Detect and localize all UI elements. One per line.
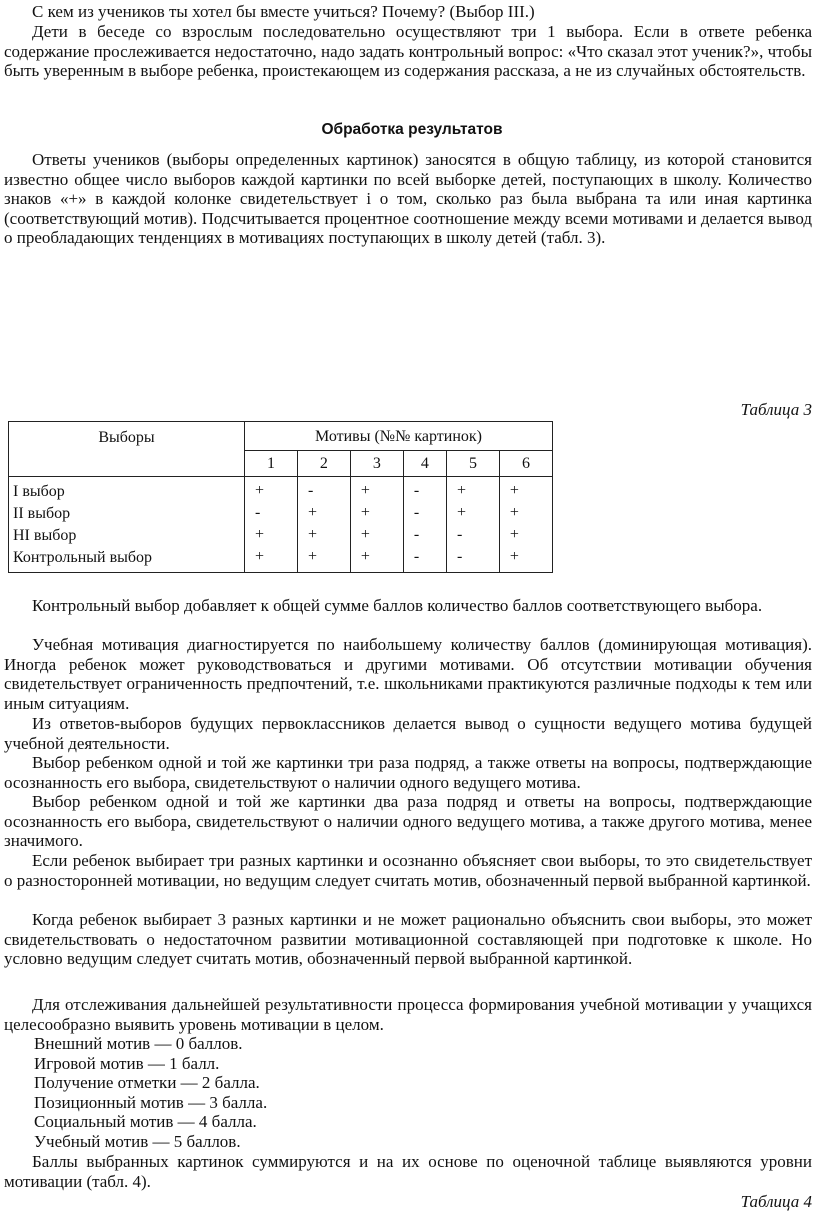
paragraph-dominant-motivation: Учебная мотивация диагностируется по наибольшему количеству баллов (доминирующая мотивация). Иногда ребенок может руководствоваться и другими мотивами. Об отсутствии мотивации обучения свидетельствует ограниченность предпочтений, т.е. школьниками практикуются различные подходы к тем или иным ситуациям. bbox=[4, 635, 812, 713]
picture-number: 4 bbox=[403, 451, 446, 477]
mark: - bbox=[456, 526, 463, 543]
mark: + bbox=[509, 482, 519, 499]
paragraph-no-explanation: Когда ребенок выбирает 3 разных картинки и не может рационально объяснить свои выборы, это может свидетельствовать о недостаточном развитии мотивационной составляющей при подготовке к школе. Но условно ведущим следует считать мотив, обозначенный первой выбранной картинкой. bbox=[4, 910, 812, 969]
closing-paragraph: Баллы выбранных картинок суммируются и на их основе по оценочной таблице выявляются уровни мотивации (табл. 4). bbox=[4, 1152, 812, 1191]
paragraph-three-different: Если ребенок выбирает три разных картинки и осознанно объясняет свои выборы, то это свидетельствует о разносторонней мотивации, но ведущим следует считать мотив, обозначенный первой выбранной картинкой. bbox=[4, 851, 812, 890]
mark: + bbox=[255, 548, 265, 565]
mark: + bbox=[509, 526, 519, 543]
picture-number: 2 bbox=[297, 451, 350, 477]
col-motives-header: Мотивы (№№ картинок) bbox=[245, 422, 553, 451]
mark: + bbox=[509, 504, 519, 521]
mark: - bbox=[255, 504, 261, 521]
score-item: Игровой мотив — 1 балл. bbox=[34, 1053, 220, 1073]
mark: + bbox=[360, 482, 370, 499]
table-3 bbox=[8, 421, 553, 573]
marks-column bbox=[499, 477, 552, 573]
mark: - bbox=[413, 548, 420, 565]
paragraph-tracking: Для отслеживания дальнейшей результативности процесса формирования учебной мотивации у учащихся целесообразно выявить уровень мотивации в целом. bbox=[4, 995, 812, 1034]
mark: + bbox=[307, 504, 317, 521]
mark: + bbox=[360, 526, 370, 543]
marks-column bbox=[245, 477, 298, 573]
paragraph-three-times: Выбор ребенком одной и той же картинки три раза подряд, а также ответы на вопросы, подтверждающие осознанность его выбора, свидетельствуют о наличии одного ведущего мотива. bbox=[4, 753, 812, 792]
picture-number: 5 bbox=[446, 451, 499, 477]
paragraph-control-choice: Контрольный выбор добавляет к общей сумме баллов количество баллов соответствующего выбора. bbox=[32, 596, 763, 615]
marks-column bbox=[350, 477, 403, 573]
col-choices-header: Выборы bbox=[9, 422, 245, 477]
section-heading: Обработка результатов bbox=[321, 121, 503, 138]
marks-column bbox=[403, 477, 446, 573]
mark: + bbox=[360, 504, 370, 521]
conversation-paragraph: Дети в беседе со взрослым последовательно осуществляют три 1 выбора. Если в ответе ребенка содержание прослеживается недостаточно, надо задать контрольный вопрос: «Что сказал этот ученик?», чтобы быть уверенным в выборе ребенка, проистекающем из содержания рассказа, а не из случайных обстоятельств. bbox=[4, 22, 812, 81]
mark: + bbox=[255, 526, 265, 543]
score-item: Позиционный мотив — 3 балла. bbox=[34, 1092, 268, 1112]
mark: + bbox=[360, 548, 370, 565]
score-item: Учебный мотив — 5 баллов. bbox=[34, 1131, 241, 1151]
score-item: Получение отметки — 2 балла. bbox=[34, 1073, 260, 1093]
mark: + bbox=[456, 482, 467, 499]
picture-number: 1 bbox=[245, 451, 298, 477]
table4-caption: Таблица 4 bbox=[740, 1192, 812, 1211]
mark: + bbox=[509, 548, 519, 565]
mark: + bbox=[307, 526, 317, 543]
mark: + bbox=[255, 482, 265, 499]
mark: + bbox=[307, 548, 317, 565]
choice-label: II выбор bbox=[13, 505, 71, 522]
picture-number: 6 bbox=[499, 451, 552, 477]
mark: + bbox=[456, 504, 467, 521]
choice-rows bbox=[9, 477, 245, 573]
paragraph-two-times: Выбор ребенком одной и той же картинки два раза подряд и ответы на вопросы, подтверждающие осознанность его выбора, свидетельствуют о наличии одного ведущего мотива, а также другого мотива, менее значимого. bbox=[4, 792, 812, 851]
marks-column bbox=[297, 477, 350, 573]
table3-caption: Таблица 3 bbox=[740, 400, 812, 419]
mark: - bbox=[413, 482, 420, 499]
score-item: Социальный мотив — 4 балла. bbox=[34, 1112, 257, 1132]
mark: - bbox=[307, 482, 314, 499]
question-line: С кем из учеников ты хотел бы вместе учиться? Почему? (Выбор III.) bbox=[32, 2, 535, 21]
picture-number: 3 bbox=[350, 451, 403, 477]
mark: - bbox=[413, 526, 420, 543]
score-item: Внешний мотив — 0 баллов. bbox=[34, 1034, 243, 1053]
choice-label: Контрольный выбор bbox=[13, 549, 153, 566]
marks-column bbox=[446, 477, 499, 573]
scores-list bbox=[34, 1034, 267, 1152]
processing-paragraph: Ответы учеников (выборы определенных картинок) заносятся в общую таблицу, из которой становится известно общее число выборов каждой картинки по всей выборке детей, поступающих в школу. Количество знаков «+» в каждой колонке свидетельствует і о том, сколько раз была выбрана та или иная картинка (соответствующий мотив). Подсчитывается процентное соотношение между всеми мотивами и делается вывод о преобладающих тенденциях в мотивациях поступающих в школу детей (табл. 3). bbox=[4, 150, 812, 248]
mark: - bbox=[413, 504, 420, 521]
choice-label: HI выбор bbox=[13, 527, 77, 544]
paragraph-leading-motive: Из ответов-выборов будущих первоклассников делается вывод о сущности ведущего мотива будущей учебной деятельности. bbox=[4, 714, 812, 753]
choice-label: I выбор bbox=[13, 483, 65, 500]
mark: - bbox=[456, 548, 463, 565]
